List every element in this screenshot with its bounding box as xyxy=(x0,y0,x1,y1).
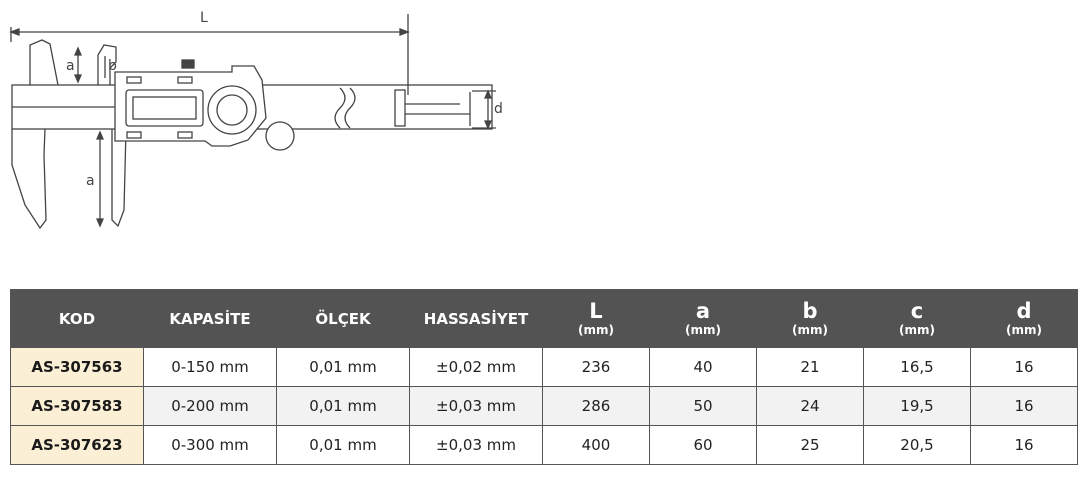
cell-olcek: 0,01 mm xyxy=(277,426,410,465)
cell-a: 40 xyxy=(650,348,757,387)
table-row xyxy=(11,348,1078,387)
header-hassasiyet: HASSASİYET xyxy=(410,290,543,348)
label-d: d xyxy=(494,101,503,117)
cell-hassasiyet: ±0,03 mm xyxy=(410,426,543,465)
cell-b: 24 xyxy=(757,387,864,426)
lower-sliding-jaw xyxy=(112,129,126,226)
cell-kod: AS-307563 xyxy=(11,348,144,387)
fine-adjust-roller xyxy=(266,122,294,150)
caliper-diagram xyxy=(0,0,520,250)
cell-L: 236 xyxy=(543,348,650,387)
cell-d: 16 xyxy=(971,348,1078,387)
header-kod: KOD xyxy=(11,290,144,348)
cell-kod: AS-307623 xyxy=(11,426,144,465)
spec-table xyxy=(10,289,1078,465)
cell-a: 50 xyxy=(650,387,757,426)
cell-d: 16 xyxy=(971,426,1078,465)
cell-kapasite: 0-150 mm xyxy=(144,348,277,387)
cell-L: 400 xyxy=(543,426,650,465)
cell-olcek: 0,01 mm xyxy=(277,387,410,426)
cell-c: 20,5 xyxy=(864,426,971,465)
label-b: b xyxy=(108,58,117,74)
cell-b: 25 xyxy=(757,426,864,465)
cell-kapasite: 0-200 mm xyxy=(144,387,277,426)
header-kapasite: KAPASİTE xyxy=(144,290,277,348)
cell-hassasiyet: ±0,02 mm xyxy=(410,348,543,387)
upper-fixed-jaw xyxy=(30,40,58,85)
beam-break-mark-2 xyxy=(345,88,355,128)
cell-c: 16,5 xyxy=(864,348,971,387)
cell-hassasiyet: ±0,03 mm xyxy=(410,387,543,426)
digital-body xyxy=(115,66,266,146)
label-a-top: a xyxy=(66,58,75,74)
cell-c: 19,5 xyxy=(864,387,971,426)
header-b: b (mm) xyxy=(757,290,864,348)
table-row xyxy=(11,387,1078,426)
header-olcek: ÖLÇEK xyxy=(277,290,410,348)
cell-L: 286 xyxy=(543,387,650,426)
cell-a: 60 xyxy=(650,426,757,465)
cell-b: 21 xyxy=(757,348,864,387)
cell-kapasite: 0-300 mm xyxy=(144,426,277,465)
beam-break-mark xyxy=(335,88,345,128)
cell-kod: AS-307583 xyxy=(11,387,144,426)
label-a-bottom: a xyxy=(86,173,95,189)
lower-fixed-jaw xyxy=(12,129,46,228)
beam-end-cap xyxy=(395,90,405,126)
header-d: d (mm) xyxy=(971,290,1078,348)
locking-screw xyxy=(182,60,194,68)
label-L: L xyxy=(200,10,208,26)
cell-olcek: 0,01 mm xyxy=(277,348,410,387)
header-a: a (mm) xyxy=(650,290,757,348)
cell-d: 16 xyxy=(971,387,1078,426)
table-row xyxy=(11,426,1078,465)
header-L: L (mm) xyxy=(543,290,650,348)
table-header-row xyxy=(11,290,1078,348)
header-c: c (mm) xyxy=(864,290,971,348)
